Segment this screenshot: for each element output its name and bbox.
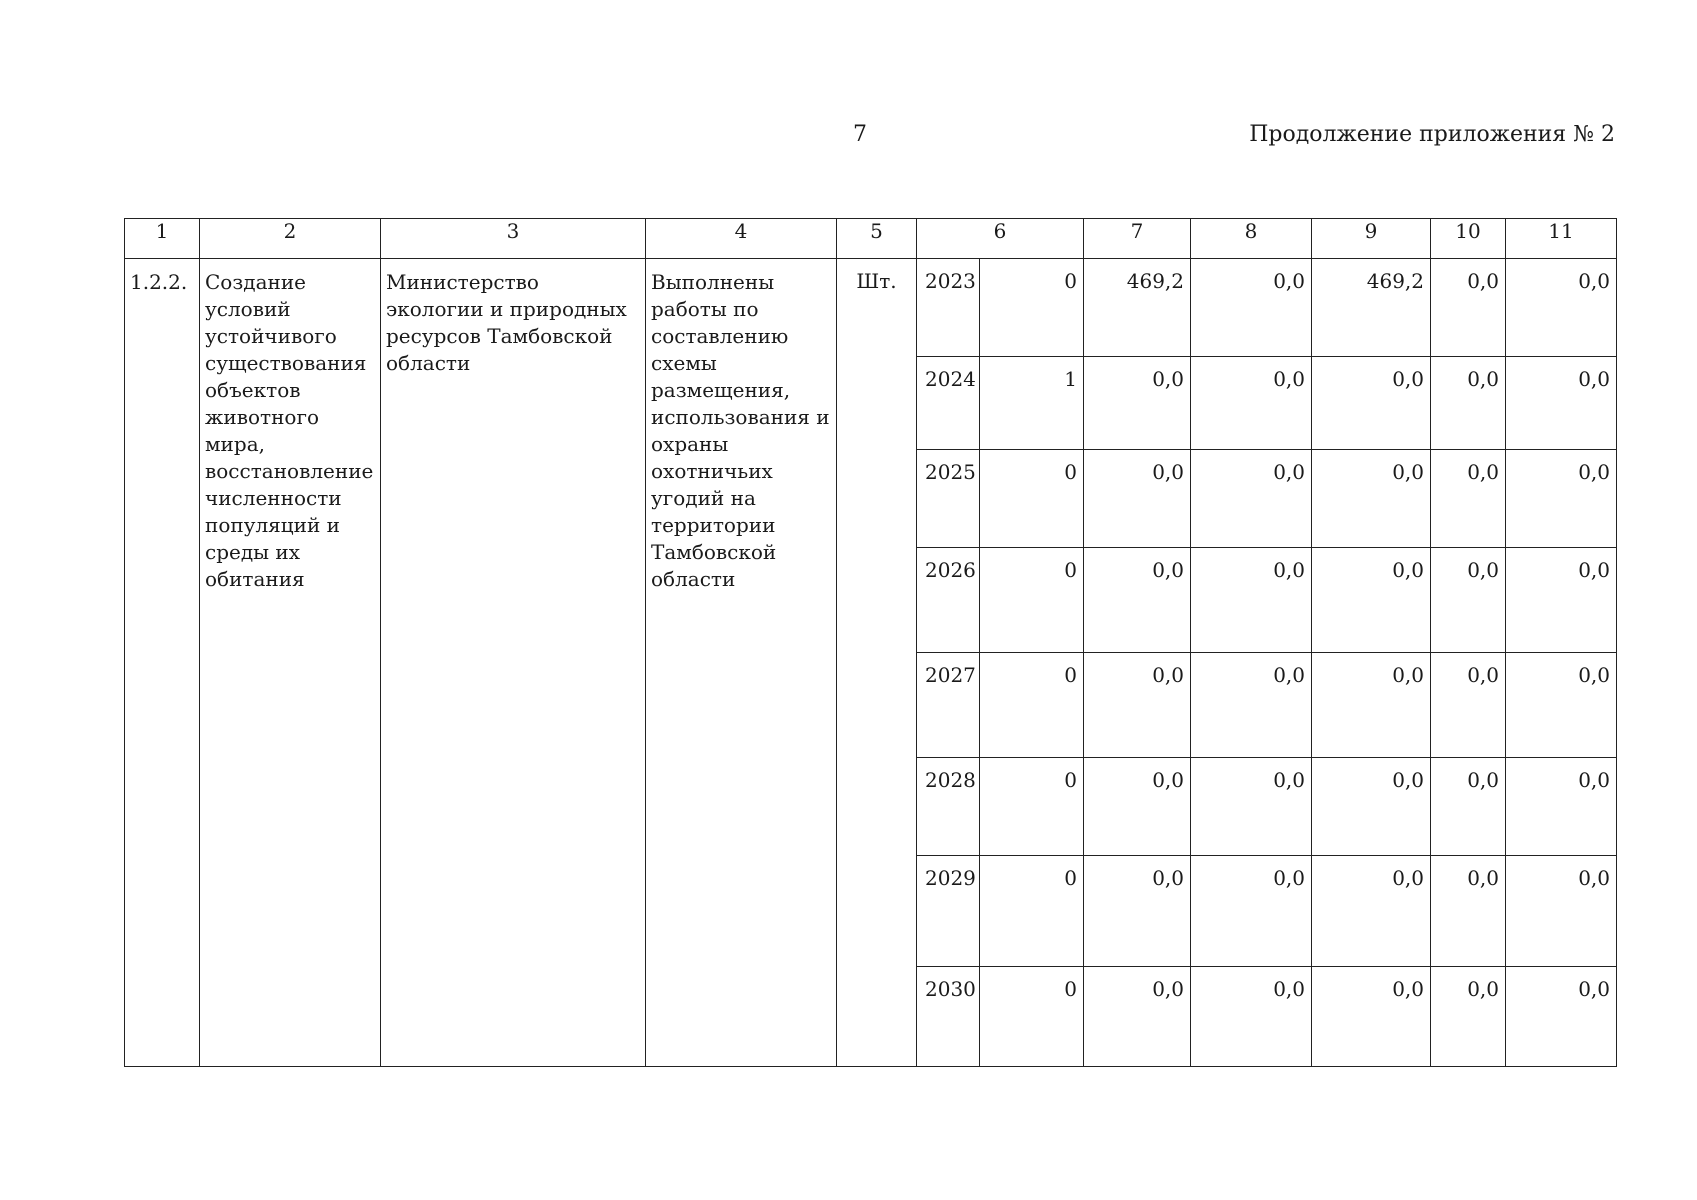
- year-cell: 2026: [917, 548, 980, 653]
- count-cell: 1: [980, 357, 1084, 450]
- value-cell: 0,0: [1431, 967, 1506, 1067]
- value-cell: 0,0: [1191, 450, 1312, 548]
- count-cell: 0: [980, 259, 1084, 357]
- continuation-note: Продолжение приложения № 2: [1249, 122, 1615, 147]
- table-row: [125, 259, 1617, 357]
- value-cell: 0,0: [1431, 548, 1506, 653]
- value-cell: 0,0: [1506, 758, 1617, 856]
- year-cell: 2030: [917, 967, 980, 1067]
- col-header: 4: [646, 219, 837, 259]
- value-cell: 0,0: [1506, 653, 1617, 758]
- value-cell: 0,0: [1312, 357, 1431, 450]
- value-cell: 0,0: [1312, 653, 1431, 758]
- year-cell: 2028: [917, 758, 980, 856]
- value-cell: 0,0: [1191, 548, 1312, 653]
- value-cell: 0,0: [1084, 856, 1191, 967]
- year-cell: 2027: [917, 653, 980, 758]
- program-table: [124, 218, 1617, 1067]
- value-cell: 0,0: [1506, 967, 1617, 1067]
- value-cell: 469,2: [1312, 259, 1431, 357]
- value-cell: 0,0: [1431, 357, 1506, 450]
- page-number: 7: [853, 122, 867, 147]
- value-cell: 0,0: [1506, 548, 1617, 653]
- value-cell: 0,0: [1312, 758, 1431, 856]
- value-cell: 0,0: [1191, 967, 1312, 1067]
- value-cell: 0,0: [1191, 357, 1312, 450]
- responsible-executor: Министерство экологии и природных ресурсов Тамбовской области: [381, 259, 646, 1067]
- count-cell: 0: [980, 653, 1084, 758]
- value-cell: 469,2: [1084, 259, 1191, 357]
- value-cell: 0,0: [1084, 758, 1191, 856]
- count-cell: 0: [980, 758, 1084, 856]
- value-cell: 0,0: [1431, 450, 1506, 548]
- value-cell: 0,0: [1506, 856, 1617, 967]
- value-cell: 0,0: [1312, 856, 1431, 967]
- year-cell: 2024: [917, 357, 980, 450]
- value-cell: 0,0: [1084, 548, 1191, 653]
- activity-description: Создание условий устойчивого существования объектов животного мира, восстановление численности популяций и среды их обитания: [200, 259, 381, 1067]
- value-cell: 0,0: [1191, 259, 1312, 357]
- expected-result: Выполнены работы по составлению схемы размещения, использования и охраны охотничьих угодий на территории Тамбовской области: [646, 259, 837, 1067]
- col-header: 9: [1312, 219, 1431, 259]
- col-header: 10: [1431, 219, 1506, 259]
- value-cell: 0,0: [1312, 967, 1431, 1067]
- col-header: 2: [200, 219, 381, 259]
- col-header: 1: [125, 219, 200, 259]
- value-cell: 0,0: [1506, 450, 1617, 548]
- value-cell: 0,0: [1312, 450, 1431, 548]
- count-cell: 0: [980, 548, 1084, 653]
- value-cell: 0,0: [1191, 758, 1312, 856]
- col-header: 8: [1191, 219, 1312, 259]
- value-cell: 0,0: [1431, 856, 1506, 967]
- value-cell: 0,0: [1084, 653, 1191, 758]
- table-header-row: [125, 219, 1617, 259]
- col-header: 11: [1506, 219, 1617, 259]
- col-header: 3: [381, 219, 646, 259]
- value-cell: 0,0: [1191, 653, 1312, 758]
- count-cell: 0: [980, 967, 1084, 1067]
- col-header: 7: [1084, 219, 1191, 259]
- value-cell: 0,0: [1084, 967, 1191, 1067]
- value-cell: 0,0: [1191, 856, 1312, 967]
- row-code: 1.2.2.: [125, 259, 200, 1067]
- value-cell: 0,0: [1312, 548, 1431, 653]
- value-cell: 0,0: [1431, 259, 1506, 357]
- year-cell: 2023: [917, 259, 980, 357]
- col-header: 6: [917, 219, 1084, 259]
- count-cell: 0: [980, 856, 1084, 967]
- value-cell: 0,0: [1506, 357, 1617, 450]
- count-cell: 0: [980, 450, 1084, 548]
- value-cell: 0,0: [1084, 357, 1191, 450]
- value-cell: 0,0: [1506, 259, 1617, 357]
- value-cell: 0,0: [1431, 653, 1506, 758]
- year-cell: 2029: [917, 856, 980, 967]
- value-cell: 0,0: [1431, 758, 1506, 856]
- year-cell: 2025: [917, 450, 980, 548]
- col-header: 5: [837, 219, 917, 259]
- measure-unit: Шт.: [837, 259, 917, 1067]
- value-cell: 0,0: [1084, 450, 1191, 548]
